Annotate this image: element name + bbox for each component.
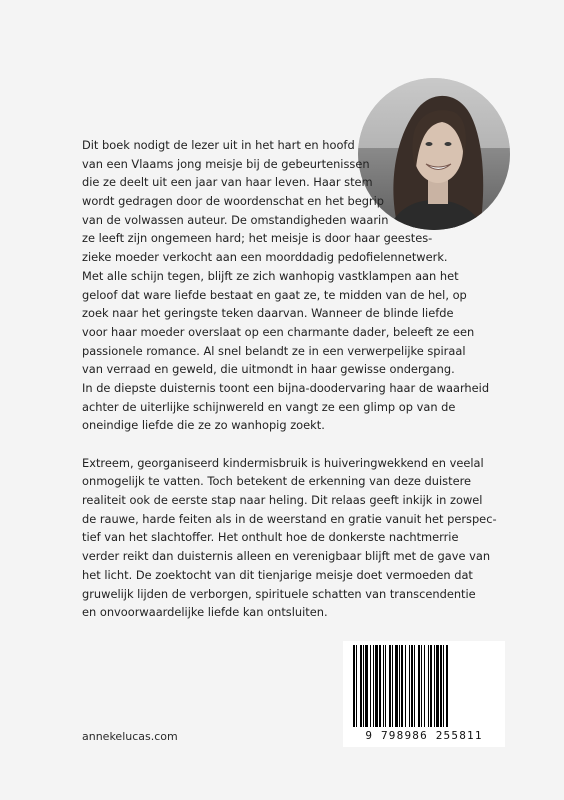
barcode-bar — [409, 645, 410, 727]
barcode-bar — [356, 645, 357, 727]
barcode-bar — [424, 645, 425, 727]
blurb-line: wordt gedragen door de woordenschat en het begrip — [82, 194, 385, 209]
barcode-bar — [383, 645, 384, 727]
blurb-line: zieke moeder verkocht aan een moorddadig pedofielennetwerk. — [82, 250, 448, 265]
blurb-line: van verraad en geweld, die uitmondt in haar gewisse ondergang. — [82, 362, 455, 377]
blurb-line: die ze deelt uit een jaar van haar leven. Haar stem — [82, 175, 373, 190]
barcode-bar — [389, 645, 391, 727]
barcode-bar — [395, 645, 398, 727]
blurb-line: geloof dat ware liefde bestaat en gaat ze, te midden van de hel, op — [82, 287, 467, 302]
barcode-bar — [385, 645, 386, 727]
barcode-bar — [379, 645, 381, 727]
barcode-bar — [360, 645, 362, 727]
blurb-line: het licht. De zoektocht van dit tienjarige meisje doet vermoeden dat — [82, 567, 473, 582]
barcode-bar — [401, 645, 403, 727]
blurb-line: de rauwe, harde feiten als in de weerstand en gratie vanuit het perspec- — [82, 511, 497, 526]
blurb-line: van een Vlaams jong meisje bij de gebeurtenissen — [82, 156, 370, 171]
back-cover-blurb — [82, 136, 512, 622]
blurb-line: oneindige liefde die ze zo wanhopig zoekt. — [82, 418, 325, 433]
blurb-line: tief van het slachtoffer. Het onthult hoe de donkerste nachtmerrie — [82, 530, 459, 545]
barcode-bar — [392, 645, 393, 727]
blurb-line: gruwelijk lijden de verborgen, spirituele schatten van transcendentie — [82, 586, 476, 601]
barcode-bar — [363, 645, 364, 727]
blurb-line: verder reikt dan duisternis alleen en verenigbaar blijft met de gave van — [82, 549, 491, 564]
blurb-line: Dit boek nodigt de lezer uit in het hart en hoofd — [82, 138, 355, 152]
blurb-line: passionele romance. Al snel belandt ze in een verwerpelijke spiraal — [82, 343, 466, 358]
blurb-line: voor haar moeder overslaat op een charmante dader, beleeft ze een — [82, 324, 475, 339]
barcode-bar — [353, 645, 355, 727]
barcode-bar — [370, 645, 371, 727]
blurb-line: Met alle schijn tegen, blijft ze zich wanhopig vastklampen aan het — [82, 268, 459, 283]
barcode-bar — [421, 645, 422, 727]
blurb-line: zoek naar het geringste teken daarvan. Wanneer de blinde liefde — [82, 306, 454, 321]
blurb-line: achter de uiterlijke schijnwereld en vangt ze een glimp op van de — [82, 399, 456, 414]
blurb-line: ze leeft zijn ongemeen hard; het meisje is door haar geestes- — [82, 231, 433, 246]
blurb-line: realiteit ook de eerste stap naar heling. Dit relaas geeft inkijk in zowel — [82, 493, 483, 508]
paragraph-gap — [82, 435, 512, 454]
barcode-bar — [411, 645, 413, 727]
barcode-bar — [436, 645, 439, 727]
author-website: annekelucas.com — [82, 730, 178, 743]
barcode-bar — [414, 645, 415, 727]
blurb-line: onmogelijk te vatten. Toch betekent de erkenning van deze duistere — [82, 474, 472, 489]
blurb-line: Extreem, georganiseerd kindermisbruik is huiveringwekkend en veelal — [82, 455, 484, 470]
barcode-bar — [373, 645, 374, 727]
barcode-bar — [440, 645, 442, 727]
barcode-bar — [365, 645, 368, 727]
barcode-bar — [430, 645, 432, 727]
blurb-line: en onvoorwaardelijke liefde kan ontsluiten. — [82, 605, 328, 620]
barcode-bars — [343, 641, 505, 729]
barcode-bar — [443, 645, 444, 727]
blurb-line: van de volwassen auteur. De omstandigheden waarin — [82, 212, 389, 227]
barcode-bar — [418, 645, 420, 727]
isbn-number: 9 798986 255811 — [343, 729, 505, 742]
barcode-bar — [434, 645, 435, 727]
barcode-bar — [446, 645, 448, 727]
blurb-line: In de diepste duisternis toont een bijna-doodervaring haar de waarheid — [82, 380, 490, 395]
barcode-bar — [405, 645, 406, 727]
barcode-bar — [428, 645, 429, 727]
barcode-bar — [399, 645, 400, 727]
barcode-bar — [375, 645, 378, 727]
